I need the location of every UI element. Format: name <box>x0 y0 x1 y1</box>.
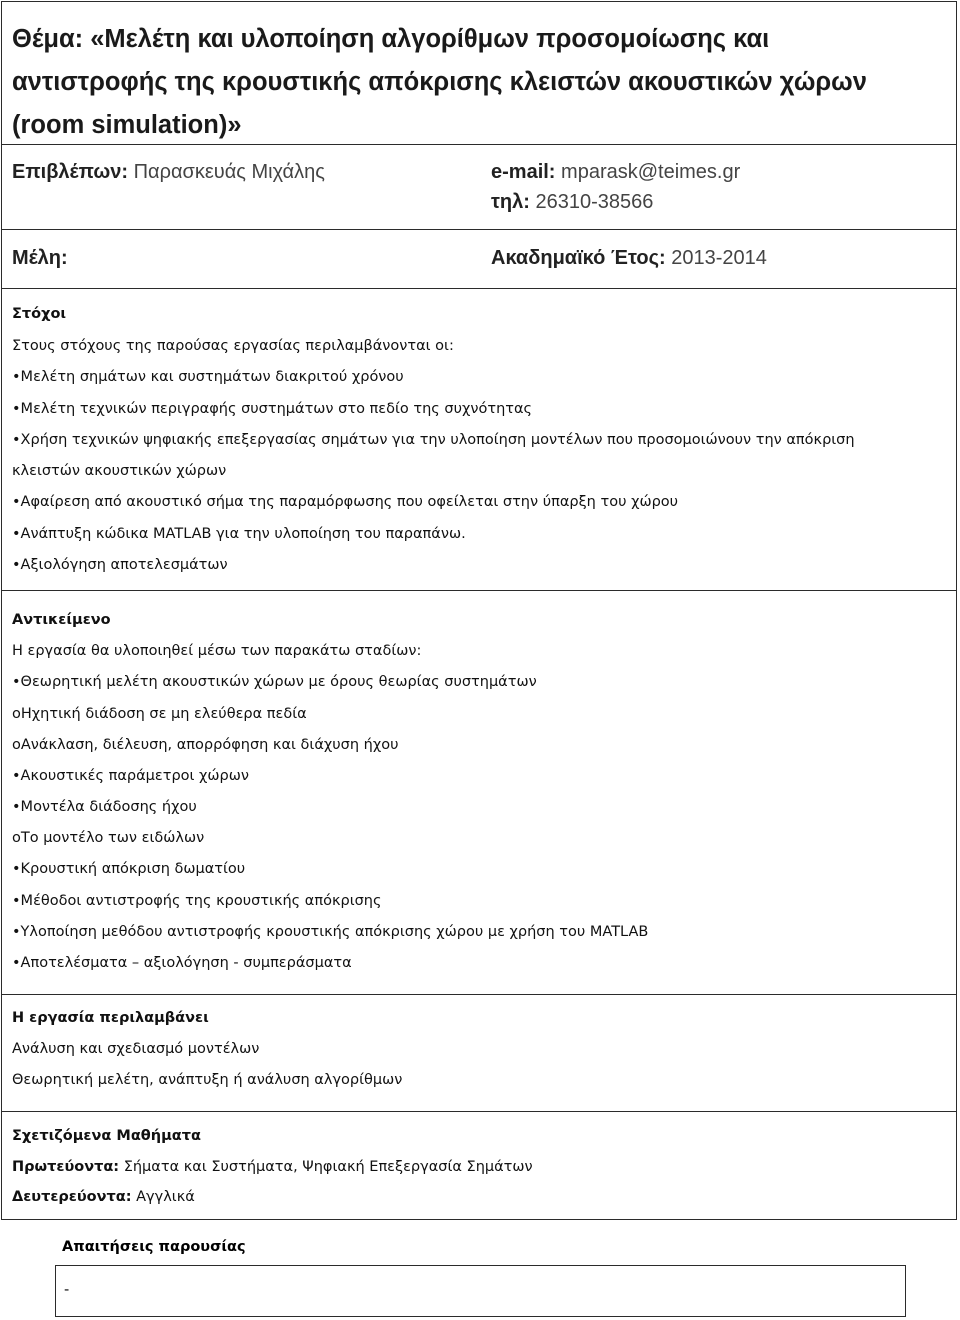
requirements-box <box>55 1265 906 1317</box>
courses-heading: Σχετιζόμενα Μαθήματα <box>12 1128 201 1144</box>
academic-year-label: Ακαδημαϊκό Έτος: <box>491 247 666 269</box>
goals-line: •Ανάπτυξη κώδικα MATLAB για την υλοποίηση του παραπάνω. <box>12 526 466 542</box>
includes-line: Θεωρητική μελέτη, ανάπτυξη ή ανάλυση αλγορίθμων <box>12 1072 403 1088</box>
email-value: mparask@teimes.gr <box>561 161 741 183</box>
primary-courses-value: Σήματα και Συστήματα, Ψηφιακή Επεξεργασία Σημάτων <box>123 1159 533 1175</box>
title-line-2: αντιστροφής της κρουστικής απόκρισης κλειστών ακουστικών χώρων <box>12 68 867 96</box>
primary-courses-label: Πρωτεύοντα: <box>12 1159 120 1175</box>
courses-section <box>2 1111 956 1221</box>
secondary-courses <box>12 1187 195 1207</box>
title-line-1: Θέμα: «Μελέτη και υλοποίηση αλγορίθμων προσομοίωσης και <box>12 25 770 53</box>
subject-line: oΑνάκλαση, διέλευση, απορρόφηση και διάχυση ήχου <box>12 737 399 753</box>
secondary-courses-label: Δευτερεύοντα: <box>12 1189 132 1205</box>
goals-heading: Στόχοι <box>12 306 67 322</box>
page-title <box>12 18 942 147</box>
subject-line: •Μοντέλα διάδοσης ήχου <box>12 799 197 815</box>
goals-line: •Χρήση τεχνικών ψηφιακής επεξεργασίας σημάτων για την υλοποίηση μοντέλων που προσομοιώνουν την απόκριση <box>12 432 855 448</box>
goals-line: Στους στόχους της παρούσας εργασίας περιλαμβάνονται οι: <box>12 338 454 354</box>
title-line-3: (room simulation)» <box>12 111 242 139</box>
supervisor-name: Παρασκευάς Μιχάλης <box>133 161 325 183</box>
members-section <box>2 229 956 289</box>
subject-line: •Θεωρητική μελέτη ακουστικών χώρων με όρους θεωρίας συστημάτων <box>12 674 537 690</box>
subject-line: •Μέθοδοι αντιστροφής της κρουστικής απόκρισης <box>12 893 382 909</box>
subject-section <box>2 590 956 995</box>
goals-line: κλειστών ακουστικών χώρων <box>12 463 227 479</box>
subject-heading: Αντικείμενο <box>12 612 111 628</box>
goals-section <box>2 288 956 591</box>
topic-form <box>1 1 957 1220</box>
includes-heading: Η εργασία περιλαμβάνει <box>12 1010 209 1026</box>
subject-line: oΤο μοντέλο των ειδώλων <box>12 830 205 846</box>
phone-value: 26310-38566 <box>535 191 654 213</box>
email <box>491 161 740 184</box>
subject-line: Η εργασία θα υλοποιηθεί μέσω των παρακάτω σταδίων: <box>12 643 422 659</box>
email-label: e-mail: <box>491 161 556 183</box>
subject-line: oΗχητική διάδοση σε μη ελεύθερα πεδία <box>12 706 307 722</box>
subject-line: •Κρουστική απόκριση δωματίου <box>12 861 246 877</box>
goals-line: •Αφαίρεση από ακουστικό σήμα της παραμόρφωσης που οφείλεται στην ύπαρξη του χώρου <box>12 494 679 510</box>
supervisor-section <box>2 144 956 230</box>
requirements-heading: Απαιτήσεις παρουσίας <box>62 1239 246 1255</box>
supervisor-label: Επιβλέπων: <box>12 161 128 183</box>
academic-year-value: 2013-2014 <box>671 247 767 269</box>
primary-courses <box>12 1157 533 1177</box>
includes-section <box>2 994 956 1112</box>
subject-line: •Υλοποίηση μεθόδου αντιστροφής κρουστικής απόκρισης χώρου με χρήση του MATLAB <box>12 924 649 940</box>
goals-line: •Μελέτη σημάτων και συστημάτων διακριτού χρόνου <box>12 369 404 385</box>
subject-line: •Ακουστικές παράμετροι χώρων <box>12 768 250 784</box>
secondary-courses-value: Αγγλικά <box>136 1189 195 1205</box>
includes-line: Ανάλυση και σχεδιασμό μοντέλων <box>12 1041 260 1057</box>
phone <box>491 191 653 214</box>
goals-line: •Αξιολόγηση αποτελεσμάτων <box>12 557 228 573</box>
subject-line: •Αποτελέσματα – αξιολόγηση - συμπεράσματα <box>12 955 352 971</box>
requirements-value: - <box>64 1282 70 1298</box>
phone-label: τηλ: <box>491 191 530 213</box>
members <box>12 247 68 270</box>
title-section <box>2 2 956 145</box>
supervisor <box>12 161 325 184</box>
members-label: Μέλη: <box>12 247 68 269</box>
academic-year <box>491 247 767 270</box>
goals-line: •Μελέτη τεχνικών περιγραφής συστημάτων στο πεδίο της συχνότητας <box>12 401 533 417</box>
